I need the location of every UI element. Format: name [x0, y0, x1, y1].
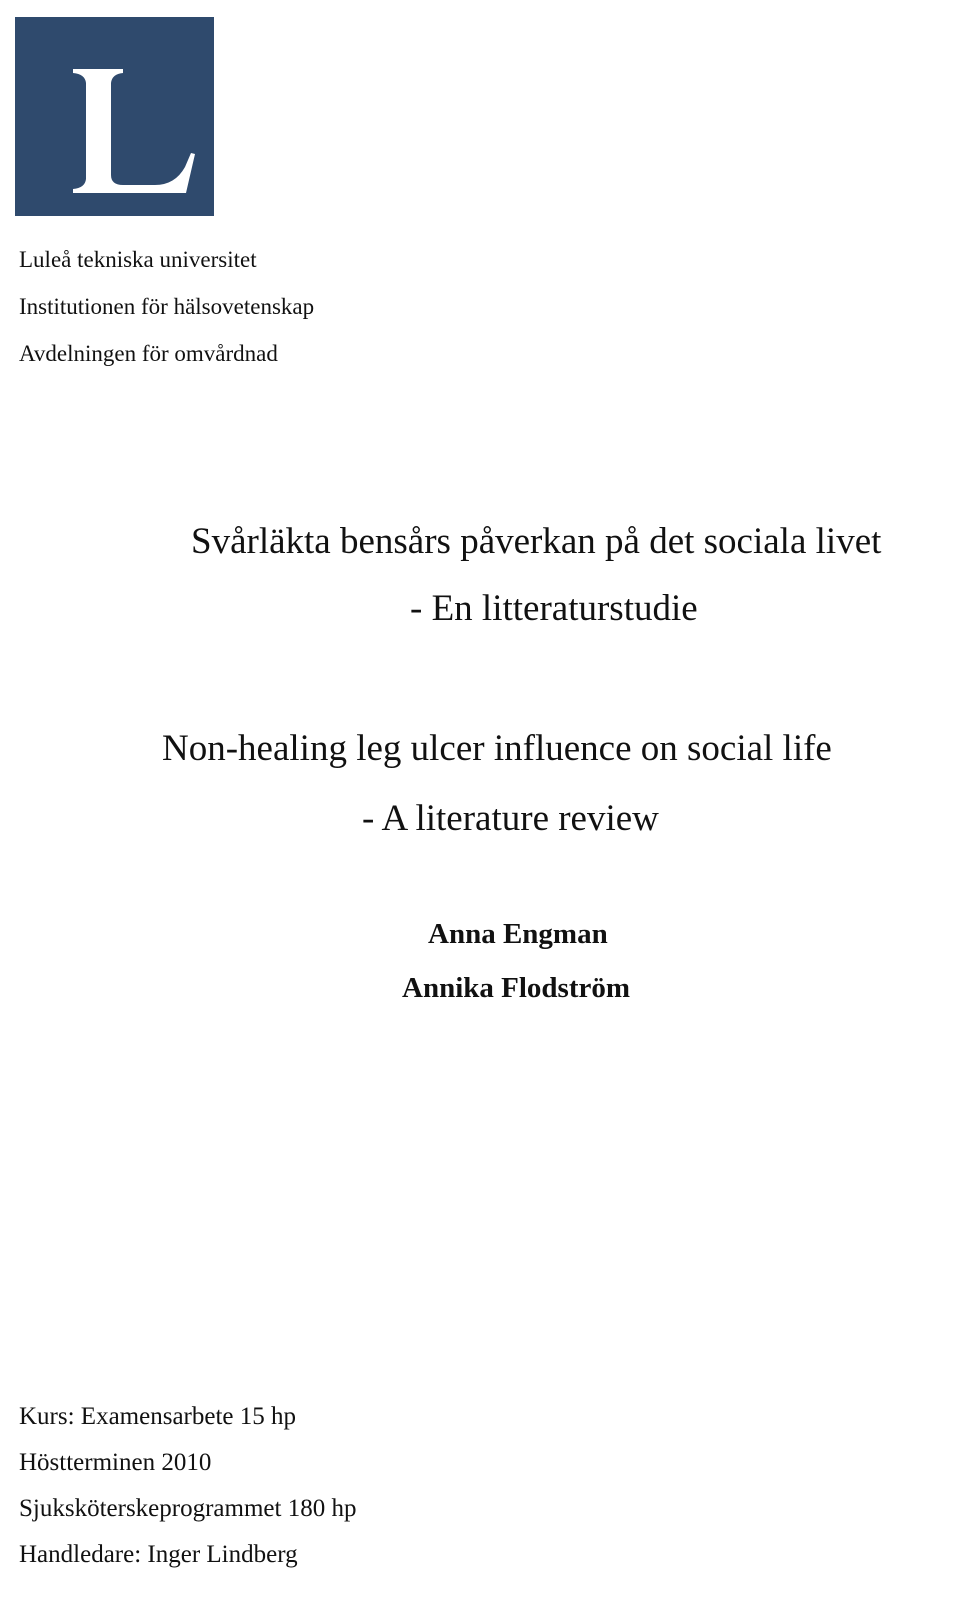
swedish-subtitle: - En litteraturstudie — [410, 588, 698, 629]
english-title: Non-healing leg ulcer influence on social life — [162, 728, 832, 769]
department-name: Institutionen för hälsovetenskap — [19, 294, 315, 319]
author-name: Anna Engman — [428, 918, 608, 950]
course-line: Kurs: Examensarbete 15 hp — [19, 1403, 297, 1430]
university-name: Luleå tekniska universitet — [19, 247, 257, 272]
supervisor-line: Handledare: Inger Lindberg — [19, 1541, 298, 1568]
division-name: Avdelningen för omvårdnad — [19, 341, 278, 366]
term-line: Höstterminen 2010 — [19, 1449, 212, 1476]
swedish-title: Svårläkta bensårs påverkan på det sociala livet — [191, 521, 882, 562]
institution-block — [19, 236, 314, 377]
course-info — [19, 1394, 356, 1578]
program-line: Sjuksköterskeprogrammet 180 hp — [19, 1495, 357, 1522]
university-logo-icon — [15, 17, 214, 216]
logo-letter-l — [15, 17, 214, 216]
author-name: Annika Flodström — [402, 972, 631, 1004]
english-subtitle: - A literature review — [362, 798, 659, 839]
